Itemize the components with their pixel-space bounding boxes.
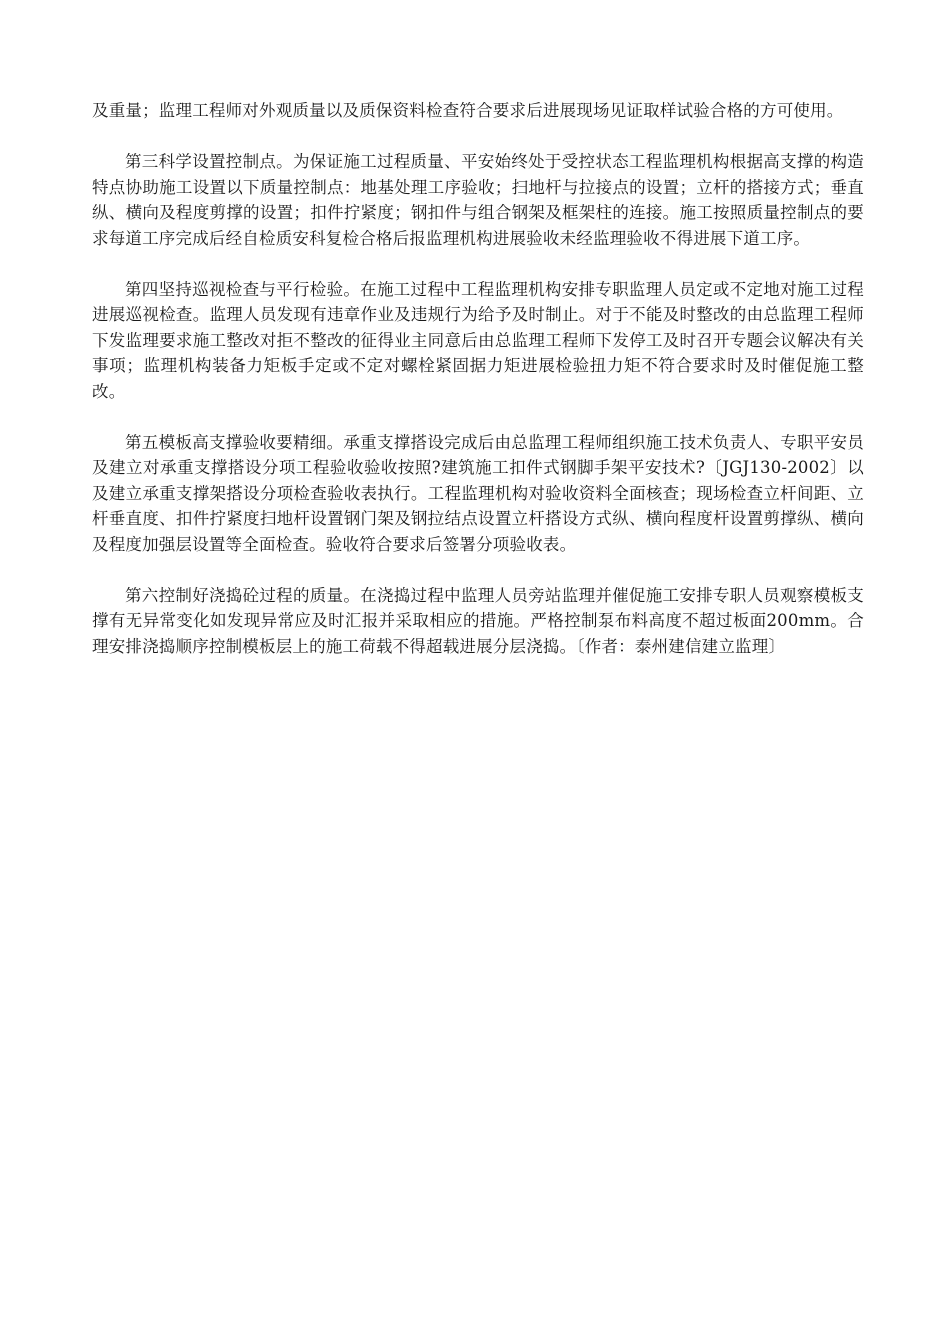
paragraph-continuation: 及重量；监理工程师对外观质量以及质保资料检查符合要求后进展现场见证取样试验合格的方可使用。 xyxy=(92,101,844,120)
document-body xyxy=(92,98,864,659)
paragraph-inspection: 第四坚持巡视检查与平行检验。在施工过程中工程监理机构安排专职监理人员定或不定地对施工过程进展巡视检查。监理人员发现有违章作业及违规行为给予及时制止。对于不能及时整改的由总监理工程师下发监理要求施工整改对拒不整改的征得业主同意后由总监理工程师下发停工及时召开专题会议解决有关事项；监理机构装备力矩板手定或不定对螺栓紧固据力矩进展检验扭力矩不符合要求时及时催促施工整改。 xyxy=(92,279,864,401)
paragraph-control-points: 第三科学设置控制点。为保证施工过程质量、平安始终处于受控状态工程监理机构根据高支撑的构造特点协助施工设置以下质量控制点：地基处理工序验收；扫地杆与拉接点的设置；立杆的搭接方式；垂直纵、横向及程度剪撑的设置；扣件拧紧度；钢扣件与组合钢架及框架柱的连接。施工按照质量控制点的要求每道工序完成后经自检质安科复检合格后报监理机构进展验收未经监理验收不得进展下道工序。 xyxy=(92,152,864,248)
paragraph-concrete-pouring: 第六控制好浇捣砼过程的质量。在浇捣过程中监理人员旁站监理并催促施工安排专职人员观察模板支撑有无异常变化如发现异常应及时汇报并采取相应的措施。严格控制泵布料高度不超过板面200mm。合理安排浇捣顺序控制模板层上的施工荷载不得超载进展分层浇捣。〔作者：泰州建信建立监理〕 xyxy=(92,585,864,656)
paragraph-acceptance: 第五模板高支撑验收要精细。承重支撑搭设完成后由总监理工程师组织施工技术负责人、专职平安员及建立对承重支撑搭设分项工程验收验收按照?建筑施工扣件式钢脚手架平安技术?〔JGJ130-2002〕以及建立承重支撑架搭设分项检查验收表执行。工程监理机构对验收资料全面核查；现场检查立杆间距、立杆垂直度、扣件拧紧度扫地杆设置钢门架及钢拉结点设置立杆搭设方式纵、横向程度杆设置剪撑纵、横向及程度加强层设置等全面检查。验收符合要求后签署分项验收表。 xyxy=(92,432,864,554)
